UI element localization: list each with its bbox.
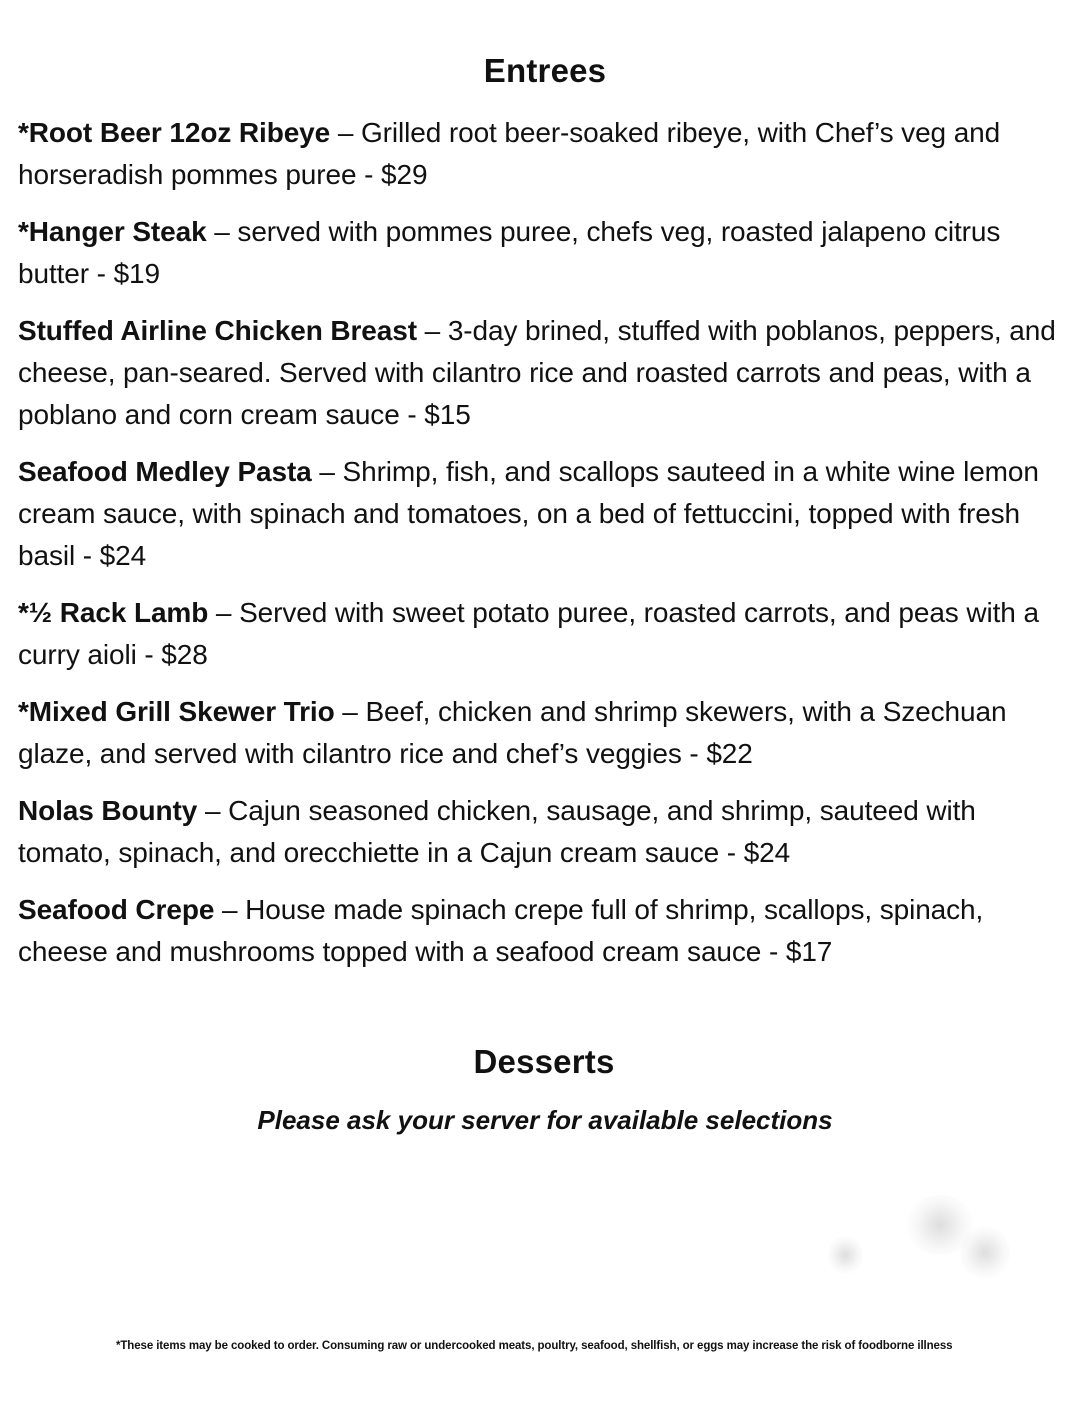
item-description: House made spinach crepe full of shrimp, scallops, spinach, cheese and mushrooms topped with a seafood cream sauce - $17 [18,894,984,967]
paper-smudge [960,1225,1010,1280]
menu-item-chicken-breast [18,310,1070,436]
item-description: Grilled root beer-soaked ribeye, with Chef’s veg and horseradish pommes puree - $29 [18,117,1001,190]
item-separator: – [214,216,230,247]
paper-smudge [828,1235,863,1275]
item-description: Shrimp, fish, and scallops sauteed in a white wine lemon cream sauce, with spinach and tomatoes, on a bed of fettuccini, topped with fresh basil - $24 [18,456,1039,571]
menu-item-ribeye [18,112,1070,196]
item-name: *Hanger Steak [18,216,207,247]
item-description: 3-day brined, stuffed with poblanos, peppers, and cheese, pan-seared. Served with cilantro rice and roasted carrots and peas, with a poblano and corn cream sauce - $15 [18,315,1056,430]
menu-item-hanger-steak [18,211,1070,295]
item-description: served with pommes puree, chefs veg, roasted jalapeno citrus butter - $19 [18,216,1001,289]
menu-item-skewer-trio [18,691,1070,775]
item-separator: – [342,696,358,727]
item-name: *Root Beer 12oz Ribeye [18,117,331,148]
desserts-heading: Desserts [473,1043,615,1080]
menu-item-seafood-crepe [18,889,1070,973]
desserts-note: Please ask your server for available selections [257,1105,833,1135]
foodborne-illness-disclaimer: *These items may be cooked to order. Consuming raw or undercooked meats, poultry, seafood, shellfish, or eggs may increase the risk of foodborne illness [116,1340,953,1352]
menu-item-nolas-bounty [18,790,1070,874]
item-separator: – [215,597,232,628]
item-separator: – [222,894,238,925]
menu-item-seafood-pasta [18,451,1070,577]
item-description: Served with sweet potato puree, roasted carrots, and peas with a curry aioli - $28 [18,597,1039,670]
item-description: Cajun seasoned chicken, sausage, and shrimp, sauteed with tomato, spinach, and orecchiette in a Cajun cream sauce - $24 [18,795,976,868]
item-separator: – [204,795,221,826]
item-name: Nolas Bounty [18,795,198,826]
item-name: Seafood Crepe [18,894,215,925]
item-name: *½ Rack Lamb [18,597,209,628]
item-separator: – [424,315,441,346]
menu-item-rack-lamb [18,592,1070,676]
item-separator: – [319,456,335,487]
item-description: Beef, chicken and shrimp skewers, with a Szechuan glaze, and served with cilantro rice and chef’s veggies - $22 [18,696,1007,769]
entrees-list [18,112,1070,988]
item-name: Stuffed Airline Chicken Breast [18,315,417,346]
item-separator: – [337,117,354,148]
item-name: Seafood Medley Pasta [18,456,312,487]
entrees-heading: Entrees [483,52,607,89]
item-name: *Mixed Grill Skewer Trio [18,696,335,727]
